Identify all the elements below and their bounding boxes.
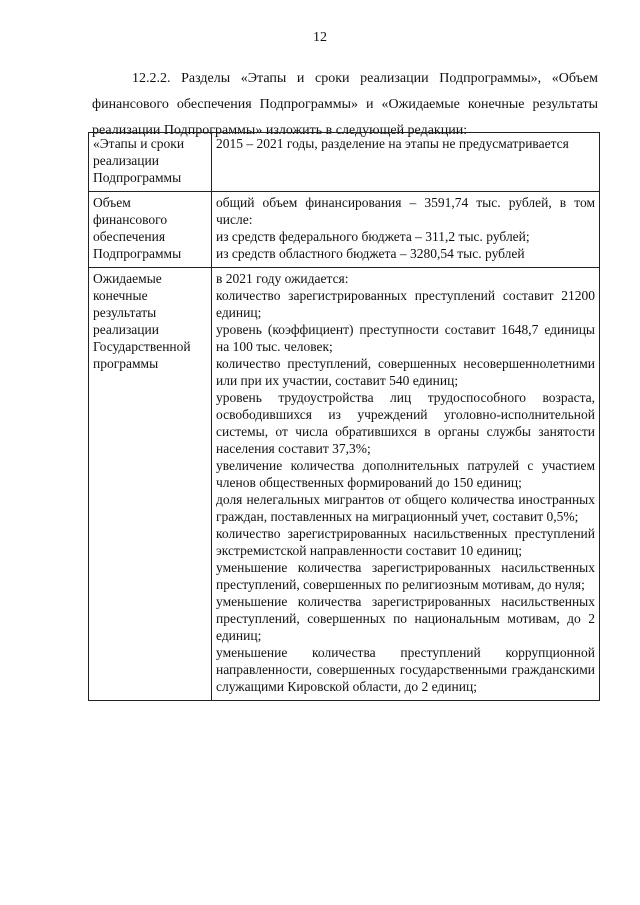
value-line: увеличение количества дополнительных патрулей с участием членов общественных формирований до 150 единиц; [216, 458, 595, 490]
row-label: «Этапы и сроки реализации Подпрограммы [89, 133, 212, 192]
value-line: уровень (коэффициент) преступности составит 1648,7 единицы на 100 тыс. человек; [216, 322, 595, 354]
value-line: уменьшение количества зарегистрированных насильственных преступлений, совершенных по религиозным мотивам, до нуля; [216, 560, 595, 592]
row-value [212, 133, 600, 192]
value-line: доля нелегальных мигрантов от общего количества иностранных граждан, поставленных на миграционный учет, составит 0,5%; [216, 492, 595, 524]
table-row-financing [89, 192, 600, 268]
table-row-stages [89, 133, 600, 192]
value-line: 2015 – 2021 годы, разделение на этапы не предусматривается [216, 136, 569, 151]
value-line: уровень трудоустройства лиц трудоспособного возраста, освободившихся из учреждений уголовно-исполнительной системы, от числа обратившихся в органы службы занятости населения составит 37,3%; [216, 390, 595, 456]
row-value [212, 192, 600, 268]
intro-paragraph: 12.2.2. Разделы «Этапы и сроки реализации Подпрограммы», «Объем финансового обеспечения Подпрограммы» и «Ожидаемые конечные результаты реализации Подпрограммы» изложить в следующей редакции: [92, 71, 598, 138]
subprogram-sections-table [88, 132, 600, 701]
value-line: количество преступлений, совершенных несовершеннолетними или при их участии, составит 540 единиц; [216, 356, 595, 388]
value-line: из средств областного бюджета – 3280,54 тыс. рублей [216, 246, 525, 261]
row-label: Объем финансового обеспечения Подпрограммы [89, 192, 212, 268]
value-line: из средств федерального бюджета – 311,2 тыс. рублей; [216, 229, 530, 244]
table-row-results [89, 268, 600, 701]
value-line: уменьшение количества преступлений коррупционной направленности, совершенных государственными гражданскими служащими Кировской области, до 2 единиц; [216, 645, 595, 694]
row-value [212, 268, 600, 701]
value-line: уменьшение количества зарегистрированных насильственных преступлений, совершенных по национальным мотивам, до 2 единиц; [216, 594, 595, 643]
value-line: количество зарегистрированных преступлений составит 21200 единиц; [216, 288, 595, 320]
value-line: в 2021 году ожидается: [216, 271, 349, 286]
value-line: количество зарегистрированных насильственных преступлений экстремистской направленности составит 10 единиц; [216, 526, 595, 558]
row-label: Ожидаемые конечные результаты реализации Государственной программы [89, 268, 212, 701]
value-line: общий объем финансирования – 3591,74 тыс. рублей, в том числе: [216, 195, 595, 227]
page-number: 12 [313, 30, 327, 45]
